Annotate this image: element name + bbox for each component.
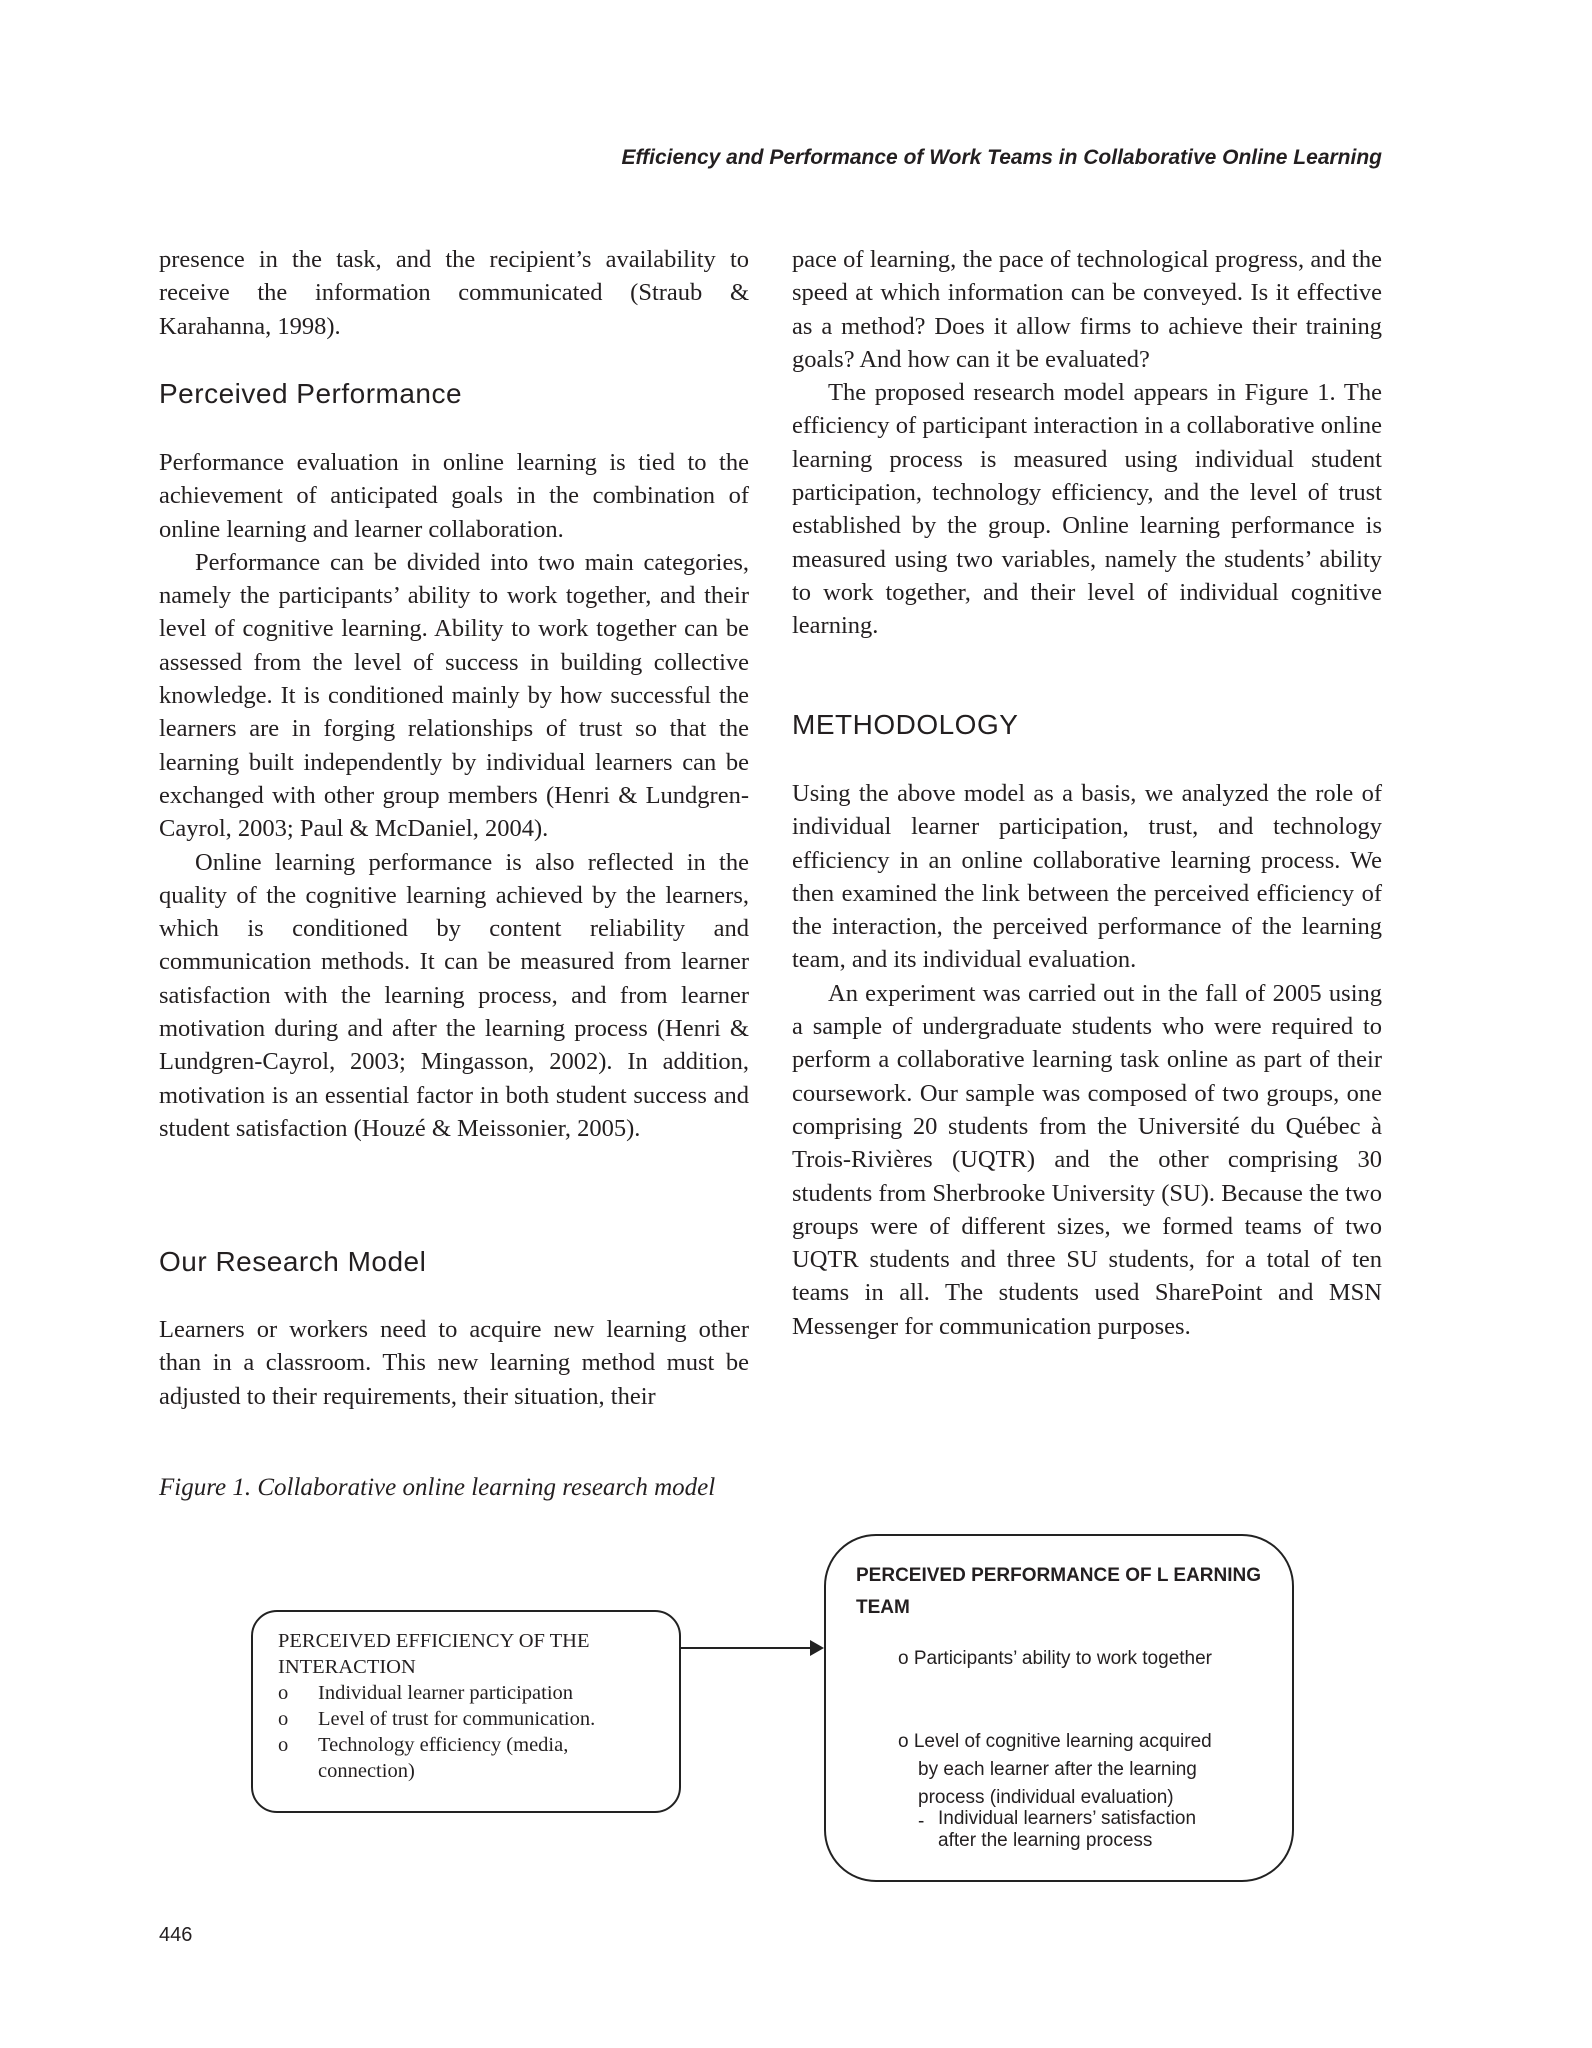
paragraph: Performance evaluation in online learning is tied to the achievement of anticipated goals in the combination of online learning and learner collaboration.	[159, 449, 749, 543]
performance-item-cont: by each learner after the learning	[918, 1759, 1197, 1780]
section-heading: Perceived Performance	[159, 378, 463, 409]
bullet-icon: o	[278, 1682, 289, 1704]
arrow-line	[680, 1647, 812, 1649]
running-header: Efficiency and Performance of Work Teams in Collaborative Online Learning	[621, 146, 1382, 169]
dash-icon: -	[918, 1811, 925, 1832]
performance-box-title: PERCEIVED PERFORMANCE OF L EARNING TEAM	[856, 1565, 1262, 1618]
arrow-head-icon	[810, 1640, 824, 1656]
section-heading: METHODOLOGY	[792, 709, 1019, 740]
section-heading: Our Research Model	[159, 1246, 427, 1277]
list-item	[278, 1706, 678, 1732]
figure-caption: Figure 1. Collaborative online learning research model	[159, 1474, 716, 1501]
left-column-body	[159, 446, 749, 1145]
paragraph: pace of learning, the pace of technological progress, and the speed at which information can be conveyed. Is it effective as a method? Does it allow firms to achieve their training goals? And how can it be evaluated?	[792, 246, 1382, 373]
paragraph: Using the above model as a basis, we analyzed the role of individual learner participation, trust, and technology efficiency in an online collaborative learning process. We then examined the link between the perceived efficiency of the interaction, the perceived performance of the learning team, and its individual evaluation.	[792, 780, 1382, 974]
bullet-icon: o	[278, 1708, 289, 1730]
paragraph: The proposed research model appears in Figure 1. The efficiency of participant interaction in a collaborative online learning process is measured using individual student participation, technology efficiency, and the level of trust established by the group. Online learning performance is measured using two variables, namely the students’ ability to work together, and their level of individual cognitive learning.	[792, 379, 1382, 640]
efficiency-box-title: PERCEIVED EFFICIENCY OF THE INTERACTION	[278, 1630, 590, 1678]
paragraph: An experiment was carried out in the fall of 2005 using a sample of undergraduate students who were required to perform a collaborative learning task online as part of their coursework. Our sample was composed of two groups, one comprising 20 students from the Université du Québec à Trois-Rivières (UQTR) and the other comprising 30 students from Sherbrooke University (SU). Because the two groups were of different sizes, we formed teams of two UQTR students and three SU students, for a total of ten teams in all. The students used SharePoint and MSN Messenger for communication purposes.	[792, 979, 1382, 1340]
item-text: Level of trust for communication.	[318, 1708, 596, 1730]
left-column-end	[159, 1313, 749, 1413]
paragraph: presence in the task, and the recipient’s availability to receive the information communicated (Straub & Karahanna, 1998).	[159, 246, 749, 340]
list-item	[278, 1680, 678, 1706]
right-column-body	[792, 777, 1382, 1343]
performance-subitem: Individual learners’ satisfaction	[938, 1808, 1197, 1829]
performance-item: o Participants’ ability to work together	[898, 1648, 1213, 1669]
bullet-icon: o	[278, 1734, 289, 1756]
list-item	[278, 1732, 678, 1784]
page-number: 446	[159, 1924, 193, 1946]
paragraph: Learners or workers need to acquire new learning other than in a classroom. This new learning method must be adjusted to their requirements, their situation, their	[159, 1316, 749, 1410]
left-column	[159, 243, 749, 343]
performance-item-cont: process (individual evaluation)	[918, 1787, 1174, 1808]
right-column	[792, 243, 1382, 643]
paragraph: Performance can be divided into two main categories, namely the participants’ ability to work together, and their level of cognitive learning. Ability to work together can be assessed from the level of success in building collective knowledge. It is conditioned mainly by how successful the learners are in forging relationships of trust so that the learning built independently by individual learners can be exchanged with other group members (Henri & Lundgren-Cayrol, 2003; Paul & McDaniel, 2004).	[159, 548, 749, 843]
item-text: Individual learner participation	[318, 1682, 574, 1704]
performance-subitem: after the learning process	[938, 1830, 1153, 1851]
paragraph: Online learning performance is also reflected in the quality of the cognitive learning achieved by the learners, which is conditioned by content reliability and communication methods. It can be measured from learner satisfaction with the learning process, and from learner motivation during and after the learning process (Henri & Lundgren-Cayrol, 2003; Mingasson, 2002). In addition, motivation is an essential factor in both student success and student satisfaction (Houzé & Meissonier, 2005).	[159, 848, 749, 1142]
item-text: Technology efficiency (media, connection)	[318, 1734, 569, 1782]
performance-item: o Level of cognitive learning acquired	[898, 1731, 1212, 1752]
efficiency-box-text	[278, 1628, 678, 1784]
